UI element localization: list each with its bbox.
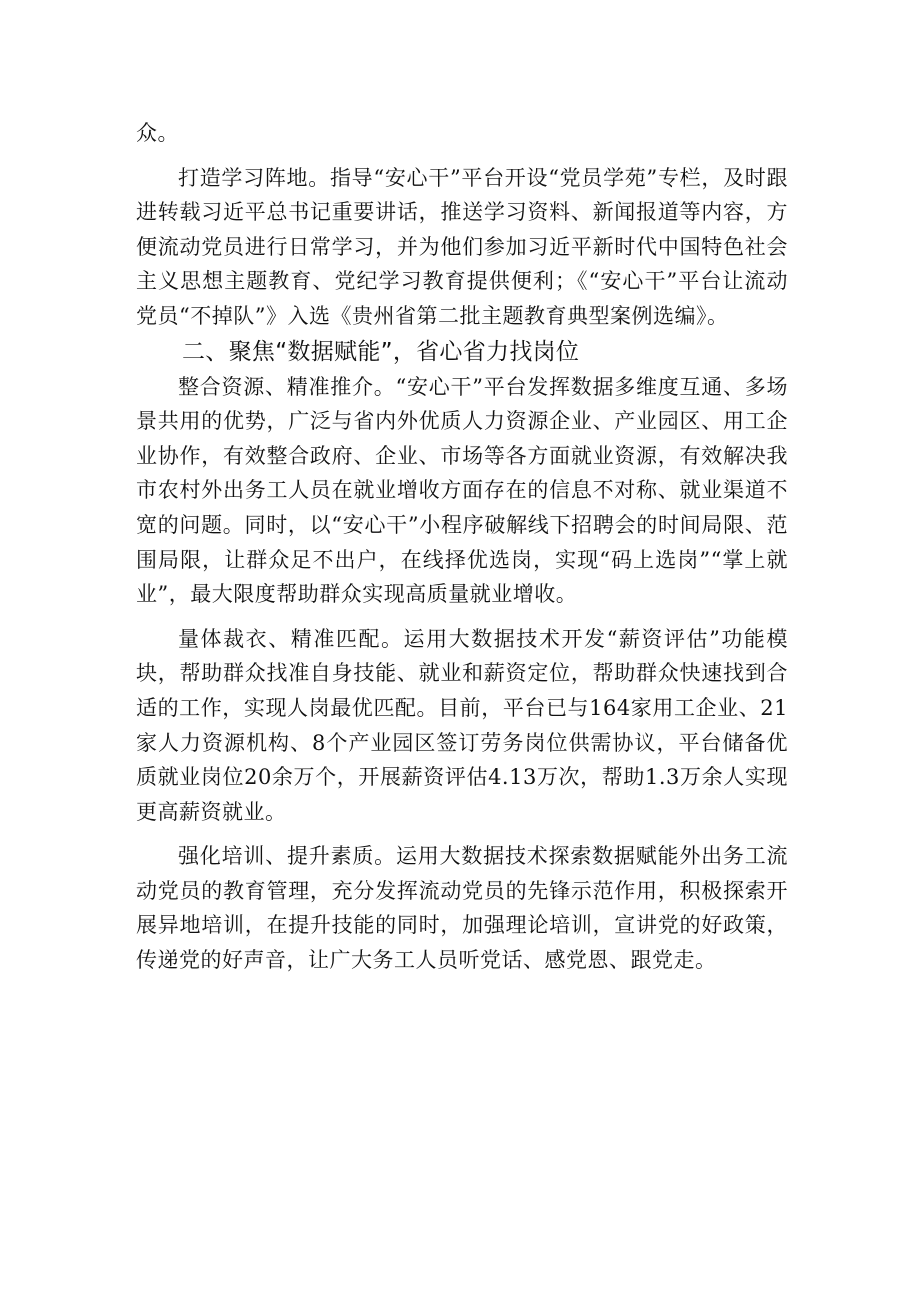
document-body (136, 116, 788, 978)
paragraph-study-base: 打造学习阵地。指导“安心干”平台开设“党员学苑”专栏，及时跟进转载习近平总书记重要讲话，推送学习资料、新闻报道等内容，方便流动党员进行日常学习，并为他们参加习近平新时代中国特色社会主义思想主题教育、党纪学习教育提供便利；《“安心干”平台让流动党员“不掉队”》入选《贵州省第二批主题教育典型案例选编》。 (136, 165, 788, 328)
section-heading-data-empowerment: 二、聚焦“数据赋能”，省心省力找岗位 (182, 338, 580, 365)
paragraph-continuation: 众。 (136, 121, 179, 145)
paragraph-precise-matching: 量体裁衣、精准匹配。运用大数据技术开发“薪资评估”功能模块，帮助群众找准自身技能、就业和薪资定位，帮助群众快速找到合适的工作，实现人岗最优匹配。目前，平台已与164家用工企业、21家人力资源机构、8个产业园区签订劳务岗位供需协议，平台储备优质就业岗位20余万个，开展薪资评估4.13万次，帮助1.3万余人实现更高薪资就业。 (136, 626, 788, 824)
paragraph-resource-integration: 整合资源、精准推介。“安心干”平台发挥数据多维度互通、多场景共用的优势，广泛与省内外优质人力资源企业、产业园区、用工企业协作，有效整合政府、企业、市场等各方面就业资源，有效解决我市农村外出务工人员在就业增收方面存在的信息不对称、就业渠道不宽的问题。同时，以“安心干”小程序破解线下招聘会的时间局限、范围局限，让群众足不出户，在线择优选岗，实现“码上选岗”“掌上就业”，最大限度帮助群众实现高质量就业增收。 (136, 374, 788, 607)
paragraph-training: 强化培训、提升素质。运用大数据技术探索数据赋能外出务工流动党员的教育管理，充分发挥流动党员的先锋示范作用，积极探索开展异地培训，在提升技能的同时，加强理论培训，宣讲党的好政策，传递党的好声音，让广大务工人员听党话、感党恩、跟党走。 (136, 844, 788, 973)
